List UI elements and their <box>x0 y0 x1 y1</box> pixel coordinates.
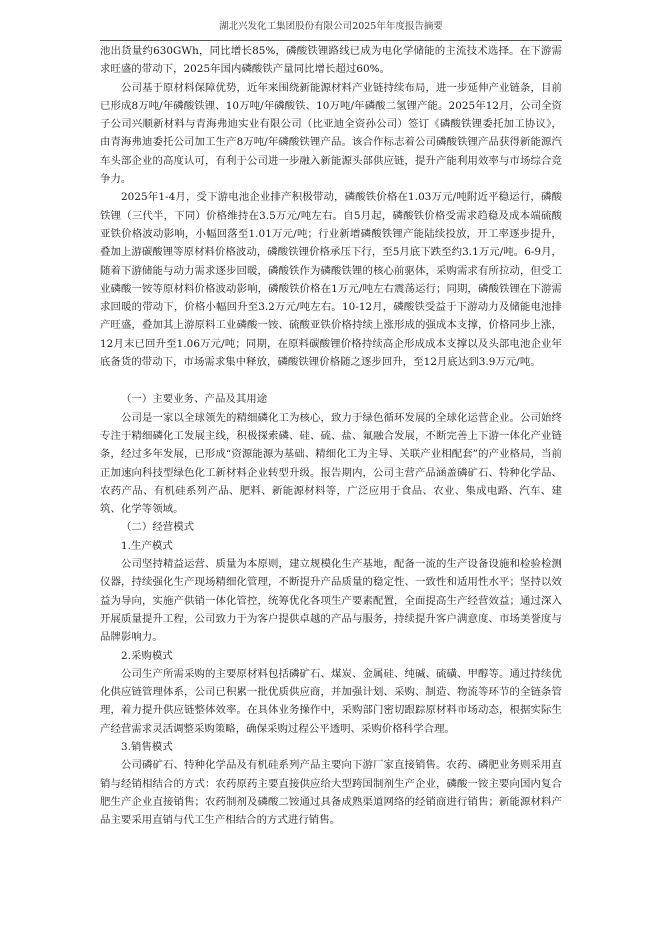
paragraph-storage-shipments: 池出货量约630GWh，同比增长85%，磷酸铁锂路线已成为电化学储能的主流技术选择。在下游需求旺盛的带动下，2025年国内磷酸铁产量同比增长超过60%。 <box>100 45 562 76</box>
running-header: 湖北兴发化工集团股份有限公司2025年年度报告摘要 <box>219 21 443 32</box>
section-heading-business-model: （二）经营模式 <box>121 521 195 534</box>
subheading-production-model: 1.生产模式 <box>121 539 173 552</box>
paragraph-sales-model: 公司磷矿石、特种化学品及有机硅系列产品主要向下游厂家直接销售。农药、磷肥业务则采用直销与经销相结合的方式：农药原药主要直接供应给大型跨国制剂生产企业，磷酸一铵主要向国内复合肥生产企业直接销售；农药制剂及磷酸二铵通过具备成熟渠道网络的经销商进行销售；新能源材料产品主要采用直销与代工生产相结合的方式进行销售。 <box>100 759 562 827</box>
report-body <box>100 42 562 829</box>
paragraph-company-profile: 公司是一家以全球领先的精细磷化工为核心，致力于绿色循环发展的全球化运营企业。公司始终专注于精细磷化工发展主线，积极探索磷、硅、硫、盐、氟融合发展，不断完善上下游一体化产业链条，经过多年发展，已形成“资源能源为基础、精细化工为主导、关联产业相配套”的产业格局，当前正加速向科技型绿色化工新材料企业转型升级。报告期内，公司主营产品涵盖磷矿石、特种化学品、农药产品、有机硅系列产品、肥料、新能源材料等，广泛应用于食品、农业、集成电路、汽车、建筑、化学等领域。 <box>100 411 562 516</box>
header-rule <box>100 40 562 41</box>
paragraph-lfp-capacity: 公司基于原材料保障优势，近年来围绕新能源材料产业链持续布局，进一步延伸产业链条，目前已形成8万吨/年磷酸铁锂、10万吨/年磷酸铁、10万吨/年磷酸二氢锂产能。2025年12月，公司全资子公司兴顺新材料与青海弗迪实业有限公司（比亚迪全资孙公司）签订《磷酸铁锂委托加工协议》，由青海弗迪委托公司加工生产8万吨/年磷酸铁锂产品。该合作标志着公司磷酸铁锂产品获得新能源汽车头部企业的高度认可，有利于公司进一步融入新能源头部供应链，提升产能利用效率与市场综合竞争力。 <box>100 81 562 186</box>
subheading-procurement-model: 2.采购模式 <box>121 649 173 662</box>
paragraph-price-trend: 2025年1-4月，受下游电池企业排产积极带动，磷酸铁价格在1.03万元/吨附近平稳运行，磷酸铁锂（三代半，下同）价格维持在3.5万元/吨左右。自5月起，磷酸铁价格受需求趋稳及成本端硫酸亚铁价格波动影响，小幅回落至1.01万元/吨；行业新增磷酸铁锂产能陆续投放，开工率逐步提升，叠加上游碳酸锂等原材料价格波动，磷酸铁锂价格承压下行，至5月底下跌至约3.1万元/吨。6-9月，随着下游储能与动力需求逐步回暖，磷酸铁作为磷酸铁锂的核心前驱体，采购需求有所拉动，但受工业磷酸一铵等原材料价格波动影响，磷酸铁价格在1万元/吨左右震荡运行；同期，磷酸铁锂在下游需求回暖的带动下，价格小幅回升至3.2万元/吨左右。10-12月，磷酸铁受益于下游动力及储能电池排产旺盛，叠加其上游原料工业磷酸一铵、硫酸亚铁价格持续上涨形成的强成本支撑，价格同步上涨，12月末已回升至1.06万元/吨；同期，在原料碳酸锂价格持续高企形成成本支撑以及头部电池企业年底备货的带动下，市场需求集中释放，磷酸铁锂价格随之逐步回升，至12月底达到3.9万元/吨。 <box>100 191 562 369</box>
subheading-sales-model: 3.销售模式 <box>121 740 173 753</box>
section-heading-main-business: （一）主要业务、产品及其用途 <box>121 393 268 406</box>
paragraph-procurement-model: 公司生产所需采购的主要原材料包括磷矿石、煤炭、金属硅、纯碱、硫磺、甲醇等。通过持续优化供应链管理体系，公司已积累一批优质供应商，并加强计划、采购、制造、物流等环节的全链条管理，着力提升供应链整体效率。在具体业务操作中，采购部门密切跟踪原材料市场动态，根据实际生产经营需求灵活调整采购策略，确保采购过程公平透明、采购价格科学合理。 <box>100 667 562 735</box>
paragraph-production-model: 公司坚持精益运营、质量为本原则，建立规模化生产基地，配备一流的生产设备设施和检验检测仪器，持续强化生产现场精细化管理，不断提升产品质量的稳定性、一致性和适用性水平；坚持以效益为导向，实施产供销一体化管控，统筹优化各项生产要素配置，全面提高生产经营效益；通过深入开展质量提升工程，公司致力于为客户提供卓越的产品与服务，持续提升客户满意度、市场美誉度与品牌影响力。 <box>100 558 562 644</box>
